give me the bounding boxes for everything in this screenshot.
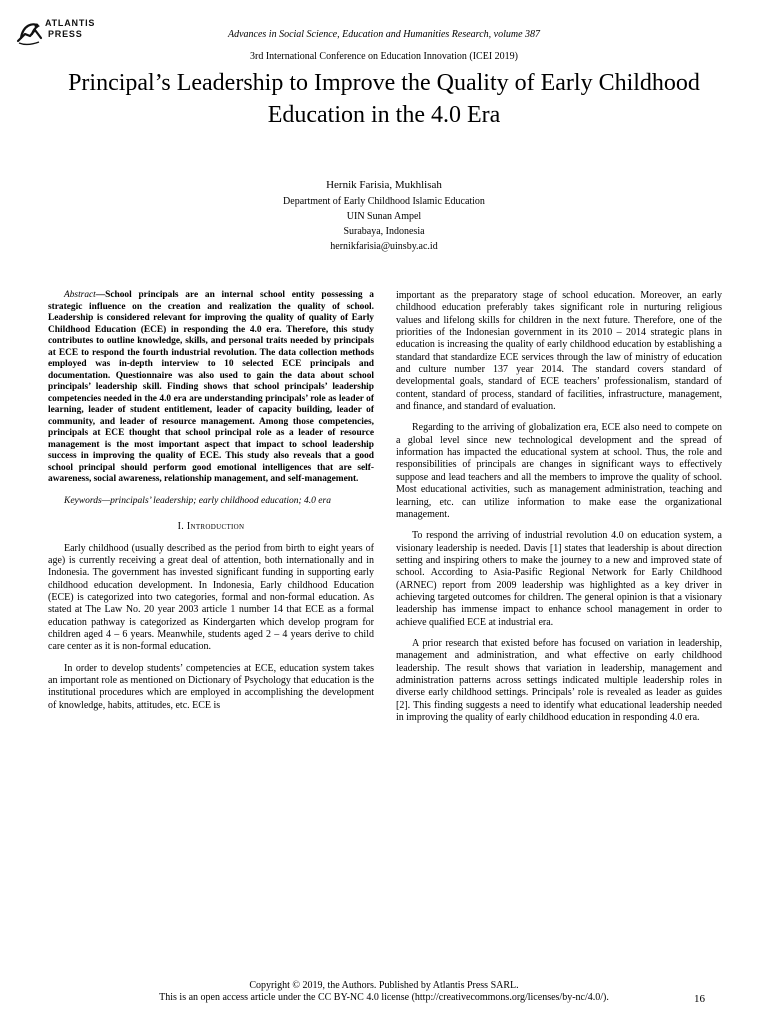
industrial-revolution-paragraph: To respond the arriving of industrial revolution 4.0 on education system, a visionary leadership is needed. Davis [1] states that leadership is about direction setting and inspiring others to make the journey to a new and improved state of school. According to Asia-Pasific Regional Network for Early Childhood (ARNEC) report from 2009 leadership was highlighted as a key driver in achieving targeted outcomes for children. The general opinion is that a visionary leadership has immense impact to enhance school management in order to achieve qualified ECE at industrial era. — [396, 530, 722, 628]
intro-paragraph-2: In order to develop students’ competencies at ECE, education system takes an important role as mentioned on Dictionary of Psychology that education is the institutional procedures which are employed in accomplishing the development of knowledge, habits, attitudes, etc. ECE is — [48, 662, 374, 711]
page-number: 16 — [694, 993, 705, 1005]
publisher-name-line-2: PRESS — [48, 29, 83, 39]
publisher-wordmark — [45, 18, 95, 40]
left-column — [48, 290, 374, 721]
keywords: Keywords—principals’ leadership; early childhood education; 4.0 era — [64, 495, 331, 506]
publisher-name-line-1: ATLANTIS — [45, 18, 96, 28]
globalization-paragraph: Regarding to the arriving of globalization era, ECE also need to compete on a global level since new technological development and the spread of information has impacted the educational system at school. Thus, the role and responsibilities of principals are changes in significant ways to effectively suppose and lead teachers and all the members to improve the quality of school. Most educational activities, such as management administration, teaching and learning, etc. can utilize information to make ease the organizational management. — [396, 422, 722, 520]
section-heading-introduction — [48, 521, 374, 533]
prior-research-paragraph: A prior research that existed before has focused on variation in leadership, management and administration, and what effective on early childhood leadership. The result shows that variation in leadership, management and administration patterns across settings indicated multiple leadership roles in diverse early childhood settings. Principals’ role is revealed as leader as guides [2]. This finding suggests a need to identify what educational leadership needed in improving the quality of early childhood education in responding 4.0 era. — [396, 637, 722, 723]
abstract-text: School principals are an internal school entity possessing a strategic influence on the creation and realization the quality of school. Leadership is considered relevant for improving the quality of quality of Early Childhood Education (ECE) in responding the 4.0 era. Therefore, this study contributes to outline knowledge, skills, and personal traits needed by principals at ECE to respond the fourth industrial revolution. The data collection methods employed was in-depth interview to 10 selected ECE principals and documentation. Questionnaire was also used to gain the data about school principals’ leadership skill. Finding shows that school principals’ leadership competencies needed in the 4.0 era are understanding principals’ role as leader of learning, leader of student entitlement, leader of capacity building, leader of community, and leader of resource management. Among those competencies, principals at ECE thought that school principal role as a leader of resource management is the most important aspect that impact to school leadership success in improving the quality of ECE. This study also reveals that a good school principal should perform good emotional intelligences that are self-awareness, social awareness, relationship management, and self-management. — [48, 290, 374, 484]
keywords-text: principals’ leadership; early childhood education; 4.0 era — [110, 495, 331, 506]
department-line: Department of Early Childhood Islamic Education — [283, 196, 485, 207]
abstract-label: Abstract — [64, 290, 96, 300]
abstract: Abstract—School principals are an internal school entity possessing a strategic influence on the creation and realization the quality of school. Leadership is considered relevant for improving the quality of quality of Early Childhood Education (ECE) in responding the 4.0 era. Therefore, this study contributes to outline knowledge, skills, and personal traits needed by principals at ECE to respond the fourth industrial revolution. The data collection methods employed was in-depth interview to 10 selected ECE principals and documentation. Questionnaire was also used to gain the data about school principals’ leadership skill. Finding shows that school principals’ leadership competencies needed in the 4.0 era are understanding principals’ role as leader of learning, leader of student entitlement, leader of capacity building, leader of community, and leader of resource management. Among those competencies, principals at ECE thought that school principal role as a leader of resource management is the most important aspect that impact to school leadership success in improving the quality of ECE. This study also reveals that a good school principal should perform good emotional intelligences that are self-awareness, social awareness, relationship management, and self-management. — [48, 290, 374, 484]
section-title: Introduction — [186, 520, 245, 532]
paper-authors: Hernik Farisia, Mukhlisah — [326, 179, 442, 191]
license-line: This is an open access article under the CC BY-NC 4.0 license (http://creativecommons.org/licenses/by-nc/4.0/). — [159, 992, 609, 1003]
conference-header: 3rd International Conference on Education Innovation (ICEI 2019) — [250, 51, 518, 62]
intro-paragraph-1: Early childhood (usually described as the period from birth to eight years of age) is currently receiving a great deal of attention, both internationally and in Indonesia. The government has invested significant funding in supporting early childhood education development. In Indonesia, Early childhood Education (ECE) is categorized into two categories, formal and non-formal education. As stated at The Law No. 20 year 2003 article 1 number 14 that ECE as a formal education pathway is categorized as Kindergarten which develop program for children aged 4 – 6 years. Meanwhile, students aged 2 – 4 years derive to child care center as it is non-formal education. — [48, 542, 374, 653]
keywords-label: Keywords — [64, 495, 102, 506]
university-line: UIN Sunan Ampel — [346, 211, 422, 222]
journal-header: Advances in Social Science, Education and Humanities Research, volume 387 — [227, 29, 541, 40]
intro-paragraph-continued: important as the preparatory stage of school education. Moreover, an early childhood education preferably takes significant role in nurturing religious values and lifelong skills for children in the next future. Therefore, one of the priorities of the Indonesian government in its 2010 – 2014 strategic plans in education is increasing the quality of early childhood education by establishing a standard that standardize ECE services through the law of ministry of education and culture number 137 year 2014. The standard covers standard of developmental goals, standard of ECE teachers’ professionalism, standard of content, standard of process, standard of facilities, infrastructure, management, and finance, and standard of evaluation. — [396, 290, 722, 413]
publisher-logo-icon — [14, 18, 44, 48]
right-column — [396, 290, 722, 733]
author-affiliation — [100, 194, 668, 254]
atlantis-press-logo — [14, 16, 104, 50]
copyright-line: Copyright © 2019, the Authors. Published by Atlantis Press SARL. — [249, 980, 519, 991]
copyright-footer — [40, 980, 728, 1004]
location-line: Surabaya, Indonesia — [343, 226, 425, 237]
section-number: I. — [177, 520, 185, 532]
paper-title: Principal’s Leadership to Improve the Quality of Early Childhood Education in the 4.0 Era — [68, 70, 700, 128]
author-email: hernikfarisia@uinsby.ac.id — [330, 241, 438, 252]
